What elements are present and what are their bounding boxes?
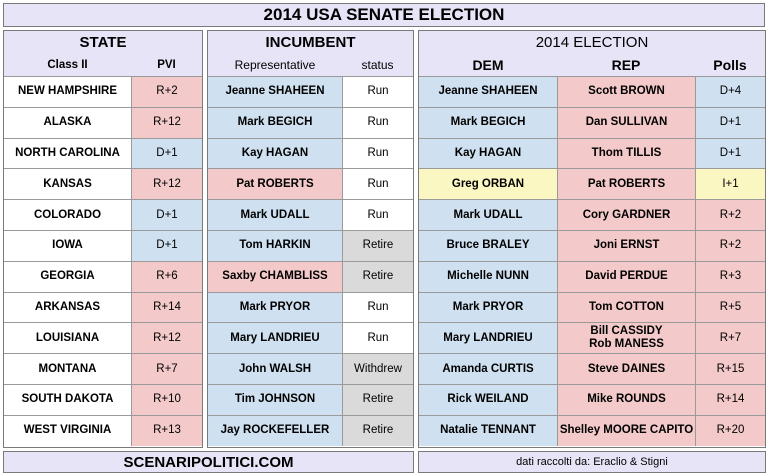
incumbent-name: Tom HARKIN (208, 230, 342, 261)
rep-candidate: Scott BROWN (557, 76, 695, 107)
state-name: ARKANSAS (4, 292, 131, 323)
status-value: Run (342, 292, 413, 323)
pvi-value: R+12 (131, 168, 202, 199)
rep-candidate: Cory GARDNER (557, 199, 695, 230)
rep-candidate-name-2: Rob MANESS (589, 338, 664, 351)
status-column-header: status (342, 54, 413, 76)
state-name: NORTH CAROLINA (4, 138, 131, 169)
election-panel (418, 30, 766, 448)
election-header: 2014 ELECTION (419, 31, 765, 54)
incumbent-name: Tim JOHNSON (208, 384, 342, 415)
polls-column-header: Polls (695, 54, 765, 76)
pvi-value: D+1 (131, 199, 202, 230)
page-title: 2014 USA SENATE ELECTION (3, 3, 765, 27)
rep-candidate: Mike ROUNDS (557, 384, 695, 415)
poll-value: R+15 (695, 353, 765, 384)
incumbent-panel (207, 30, 414, 448)
dem-candidate: Amanda CURTIS (419, 353, 557, 384)
state-name: WEST VIRGINIA (4, 415, 131, 446)
pvi-value: R+12 (131, 107, 202, 138)
pvi-value: D+1 (131, 138, 202, 169)
status-value: Run (342, 168, 413, 199)
poll-value: R+20 (695, 415, 765, 446)
footer-site: SCENARIPOLITICI.COM (3, 451, 414, 473)
dem-candidate: Mark PRYOR (419, 292, 557, 323)
rep-candidate-name: Bill CASSIDY (590, 325, 663, 338)
representative-column-header: Representative (208, 54, 342, 76)
pvi-value: D+1 (131, 230, 202, 261)
poll-value: R+5 (695, 292, 765, 323)
dem-candidate: Natalie TENNANT (419, 415, 557, 446)
status-value: Run (342, 76, 413, 107)
status-value: Retire (342, 230, 413, 261)
state-header: STATE (4, 31, 202, 54)
incumbent-name: Kay HAGAN (208, 138, 342, 169)
state-name: ALASKA (4, 107, 131, 138)
poll-value: D+1 (695, 138, 765, 169)
state-name: LOUISIANA (4, 322, 131, 353)
dem-column-header: DEM (419, 54, 557, 76)
incumbent-name: Mark BEGICH (208, 107, 342, 138)
pvi-value: R+13 (131, 415, 202, 446)
status-value: Retire (342, 384, 413, 415)
poll-value: R+2 (695, 199, 765, 230)
incumbent-header: INCUMBENT (208, 31, 413, 54)
class-ii-column-header: Class II (4, 54, 131, 76)
status-value: Withdrew (342, 353, 413, 384)
rep-candidate: Shelley MOORE CAPITO (557, 415, 695, 446)
status-value: Run (342, 199, 413, 230)
footer-credit: dati raccolti da: Eraclio & Stigni (418, 451, 766, 473)
rep-candidate: Dan SULLIVAN (557, 107, 695, 138)
poll-value: I+1 (695, 168, 765, 199)
poll-value: D+4 (695, 76, 765, 107)
incumbent-name: Saxby CHAMBLISS (208, 261, 342, 292)
status-value: Run (342, 138, 413, 169)
poll-value: R+7 (695, 322, 765, 353)
dem-candidate: Mary LANDRIEU (419, 322, 557, 353)
poll-value: R+2 (695, 230, 765, 261)
rep-candidate: Tom COTTON (557, 292, 695, 323)
incumbent-name: Mark PRYOR (208, 292, 342, 323)
rep-candidate: Joni ERNST (557, 230, 695, 261)
state-name: NEW HAMPSHIRE (4, 76, 131, 107)
dem-candidate: Kay HAGAN (419, 138, 557, 169)
status-value: Retire (342, 261, 413, 292)
poll-value: D+1 (695, 107, 765, 138)
status-value: Run (342, 107, 413, 138)
state-name: SOUTH DAKOTA (4, 384, 131, 415)
status-value: Retire (342, 415, 413, 446)
incumbent-name: Pat ROBERTS (208, 168, 342, 199)
rep-candidate: Steve DAINES (557, 353, 695, 384)
pvi-value: R+7 (131, 353, 202, 384)
incumbent-name: Mary LANDRIEU (208, 322, 342, 353)
pvi-value: R+2 (131, 76, 202, 107)
state-name: COLORADO (4, 199, 131, 230)
poll-value: R+3 (695, 261, 765, 292)
incumbent-name: Jeanne SHAHEEN (208, 76, 342, 107)
incumbent-name: John WALSH (208, 353, 342, 384)
rep-candidate: Thom TILLIS (557, 138, 695, 169)
pvi-column-header: PVI (131, 54, 202, 76)
state-panel (3, 30, 203, 448)
dem-candidate: Jeanne SHAHEEN (419, 76, 557, 107)
pvi-value: R+14 (131, 292, 202, 323)
rep-column-header: REP (557, 54, 695, 76)
dem-candidate: Mark BEGICH (419, 107, 557, 138)
rep-candidate: Pat ROBERTS (557, 168, 695, 199)
rep-candidate: David PERDUE (557, 261, 695, 292)
dem-candidate: Rick WEILAND (419, 384, 557, 415)
dem-candidate: Mark UDALL (419, 199, 557, 230)
dem-candidate: Greg ORBAN (419, 168, 557, 199)
rep-candidate (557, 322, 695, 353)
incumbent-name: Jay ROCKEFELLER (208, 415, 342, 446)
state-name: KANSAS (4, 168, 131, 199)
dem-candidate: Michelle NUNN (419, 261, 557, 292)
pvi-value: R+6 (131, 261, 202, 292)
dem-candidate: Bruce BRALEY (419, 230, 557, 261)
pvi-value: R+12 (131, 322, 202, 353)
state-name: IOWA (4, 230, 131, 261)
incumbent-name: Mark UDALL (208, 199, 342, 230)
state-name: GEORGIA (4, 261, 131, 292)
status-value: Run (342, 322, 413, 353)
state-name: MONTANA (4, 353, 131, 384)
pvi-value: R+10 (131, 384, 202, 415)
poll-value: R+14 (695, 384, 765, 415)
